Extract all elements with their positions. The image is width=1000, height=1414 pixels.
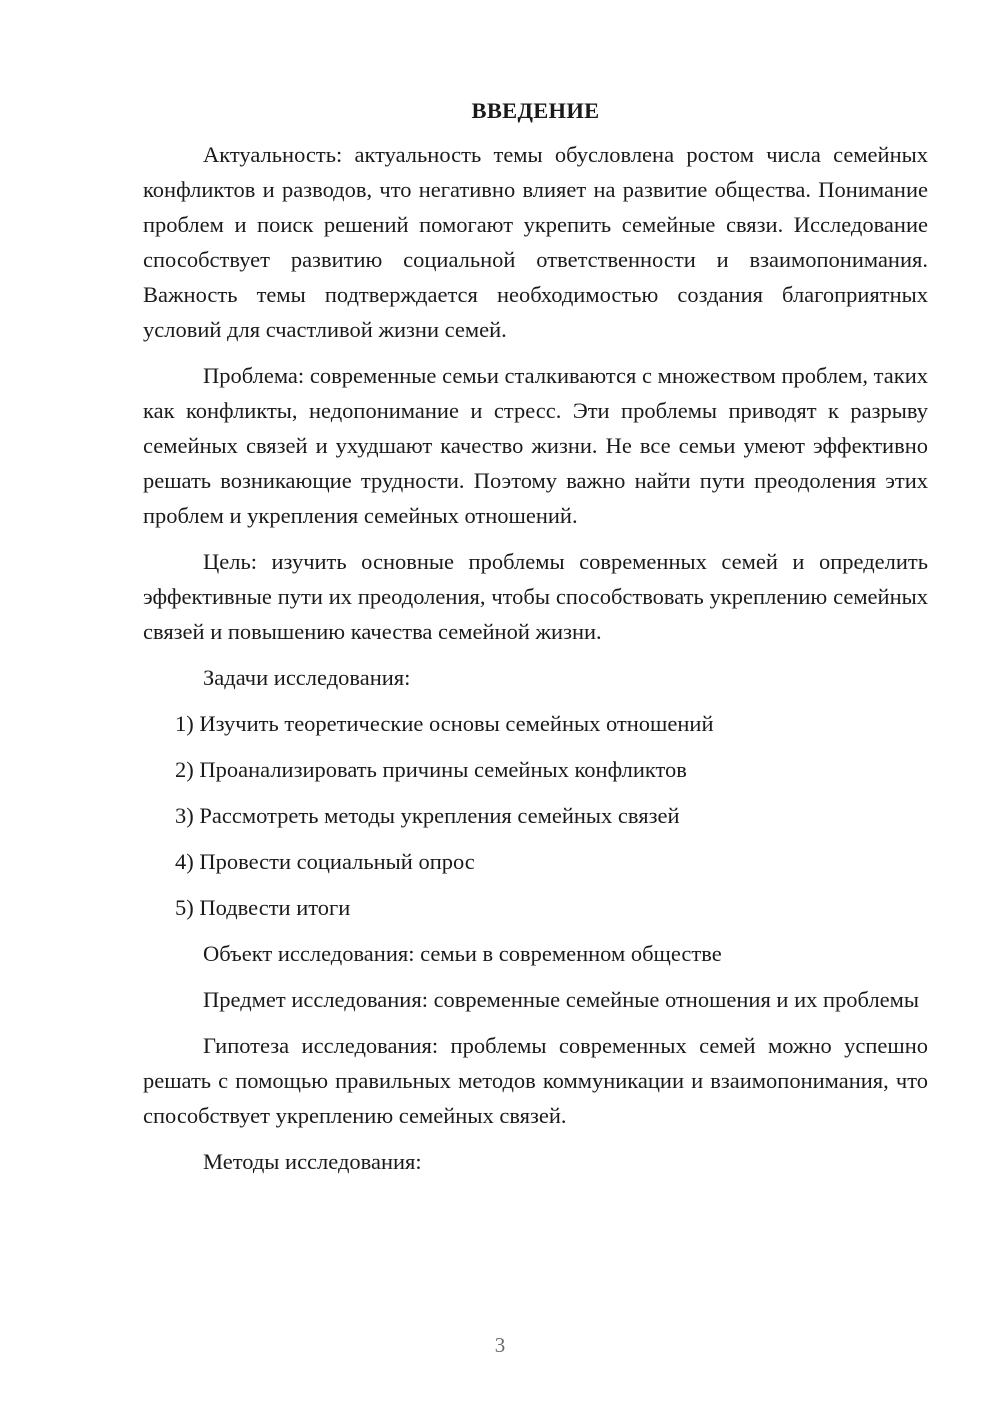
research-subject: Предмет исследования: современные семейные отношения и их проблемы [203,987,920,1012]
list-item: 4) Провести социальный опрос [175,849,475,874]
paragraph-relevance: Актуальность: актуальность темы обусловлена ростом числа семейных конфликтов и разводов, что негативно влияет на развитие общества. Понимание проблем и поиск решений помогают укрепить семейные связи. Исследование способствует развитию социальной ответственности и взаимопонимания. Важность темы подтверждается необходимостью создания благоприятных условий для счастливой жизни семей. [143,142,928,342]
list-item: 5) Подвести итоги [175,895,351,920]
document-page [143,96,928,1190]
tasks-heading: Задачи исследования: [203,665,411,690]
methods-heading: Методы исследования: [203,1149,422,1174]
paragraph-goal: Цель: изучить основные проблемы современных семей и определить эффективные пути их преодоления, чтобы способствовать укреплению семейных связей и повышению качества семейной жизни. [143,549,928,644]
research-hypothesis: Гипотеза исследования: проблемы современных семей можно успешно решать с помощью правильных методов коммуникации и взаимопонимания, что способствует укреплению семейных связей. [143,1033,928,1128]
page-number: 3 [494,1333,506,1357]
list-item: 1) Изучить теоретические основы семейных отношений [175,711,714,736]
research-object: Объект исследования: семьи в современном обществе [203,941,722,966]
page-title: ВВЕДЕНИЕ [471,98,600,123]
list-item: 2) Проанализировать причины семейных конфликтов [175,757,687,782]
list-item: 3) Рассмотреть методы укрепления семейных связей [175,803,680,828]
tasks-list [143,706,928,925]
paragraph-problem: Проблема: современные семьи сталкиваются с множеством проблем, таких как конфликты, недопонимание и стресс. Эти проблемы приводят к разрыву семейных связей и ухудшают качество жизни. Не все семьи умеют эффективно решать возникающие трудности. Поэтому важно найти пути преодоления этих проблем и укрепления семейных отношений. [143,363,928,528]
